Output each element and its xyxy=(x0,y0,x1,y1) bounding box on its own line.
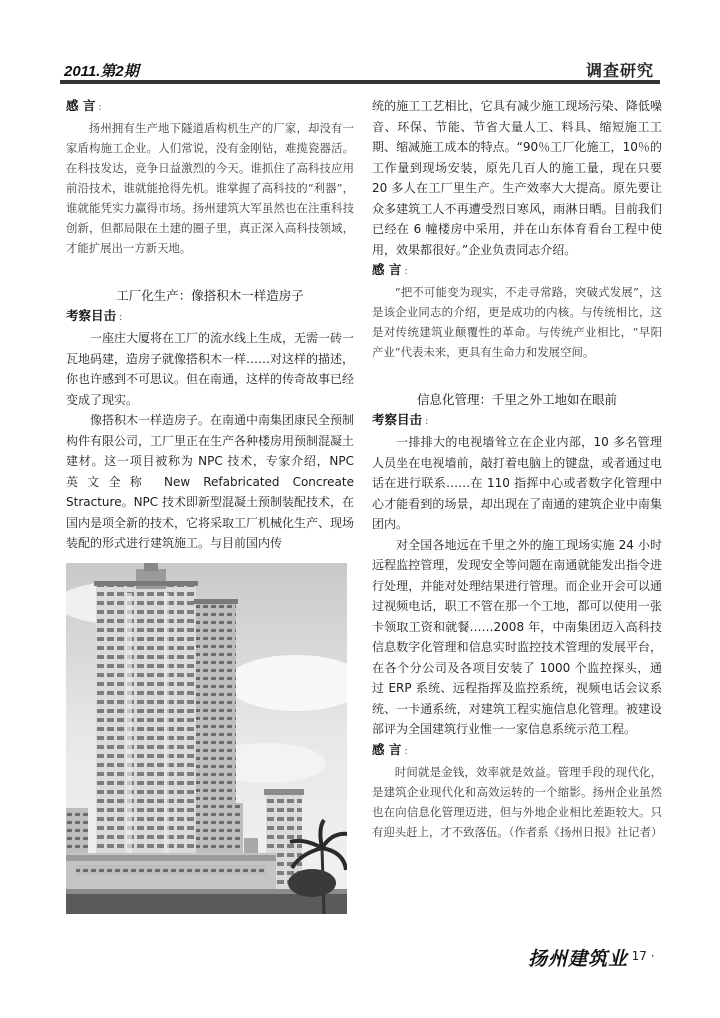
magazine-logo: 扬州建筑业 xyxy=(528,948,629,970)
page-number: · 17 · xyxy=(624,949,655,963)
paragraph: 统的施工工艺相比，它具有减少施工现场污染、降低噪音、环保、节能、节省大量人工、料具、缩短施工工期、缩减施工成本的特点。“90％工厂化施工，10％的工作量到现场安装，原先几百人的施工量，现在只要 20 多人在工厂里生产。生产效率大大提高。原先要让众多建筑工人不再遭受烈日寒风，雨淋日晒。目前我们已经在 6 幢楼房中采用，并在山东体育看台工程中使用，效果都很好。”企业负责同志介绍。 xyxy=(372,99,662,257)
header-rule xyxy=(60,80,660,84)
lead-text: 时间就是金钱，效率就是效益。管理手段的现代化，是建筑企业现代化和高效运转的一个缩影。扬州企业虽然也在向信息化管理迈进，但与外地企业相比差距较大。只有迎头赶上，才不致落伍。（作者系《扬州日报》社记者） xyxy=(372,764,663,839)
page-header xyxy=(60,58,660,82)
lead-label: 感 言 : xyxy=(372,262,408,277)
lead-label: 感 言 : xyxy=(66,98,102,113)
section-label: 调查研究 xyxy=(585,61,654,80)
section-title-factory: 工厂化生产：像搭积木一样造房子 xyxy=(116,288,304,303)
lead-text: 扬州拥有生产地下隧道盾构机生产的厂家，却没有一家盾构施工企业。人们常说，没有金刚钻，难揽瓷器活。在科技发达，竞争日益激烈的今天。谁抓住了高科技应用前沿技术，谁就能抢得先机。谁掌握了高科技的“利器”，谁就能凭实力赢得市场。扬州建筑大军虽然也在注重科技创新，但都局限在土建的圈子里，真正深入高科技领域，才能扩展出一方新天地。 xyxy=(66,121,354,255)
left-column xyxy=(66,96,354,554)
paragraph: 一排排大的电视墙耸立在企业内部，10 多名管理人员坐在电视墙前，敲打着电脑上的键盘，或者通过电话在进行联系……在 110 指挥中心或者数字化管理中心才能看到的场景，却出现在了南通的建筑企业中南集团内。 xyxy=(372,435,662,531)
section-title-info: 信息化管理：千里之外工地如在眼前 xyxy=(416,392,617,407)
building-photo-graphic xyxy=(66,563,347,914)
issue-label: 2011.第2期 xyxy=(64,63,139,80)
observation-label: 考察目击 : xyxy=(372,412,429,427)
paragraph: 一座庄大厦将在工厂的流水线上生成，无需一砖一瓦地码建，造房子就像搭积木一样……对这样的描述，你也许感到不可思议。但在南通，这样的传奇故事已经变成了现实。 xyxy=(66,331,355,407)
observation-label: 考察目击 : xyxy=(66,308,123,323)
right-column xyxy=(372,96,662,842)
high-rise-building-photo xyxy=(66,563,347,914)
paragraph: 像搭积木一样造房子。在南通中南集团康民全预制构件有限公司，工厂里正在生产各种楼房用预制混凝土建材。这一项目被称为 NPC 技术，专家介绍，NPC 英文全称 New Refabricated Concreate Stracture。NPC 技术即新型混凝土预制装配技术，在国内是项全新的技术，它将采取工厂机械化生产、现场装配的形式进行建筑施工。与目前国内传 xyxy=(66,413,355,550)
lead-text: “把不可能变为现实，不走寻常路，突破式发展”，这是该企业同志的介绍，更是成功的内核。与传统相比，这是对传统建筑业颠覆性的革命。与传统产业相比，“早阳产业”代表未来，更具有生命力和发展空间。 xyxy=(372,285,662,359)
paragraph: 对全国各地远在千里之外的施工现场实施 24 小时远程监控管理，发现安全等问题在南通就能发出指令进行处理，并能对处理结果进行管理。而企业开会可以通过视频电话，职工不管在那一个工地，都可以使用一张卡领取工资和就餐……2008 年，中南集团迈入高科技信息数字化管理和信息实时监控技术管理的发展平台，在各个分公司及各项目安装了 1000 个监控探头，通过 ERP 系统、远程指挥及监控系统，视频电话会议系统、一卡通系统，对建筑工程实施信息化管理。被建设部评为全国建筑行业惟一一家信息系统示范工程。 xyxy=(372,537,662,736)
lead-label: 感 言 : xyxy=(372,741,408,757)
